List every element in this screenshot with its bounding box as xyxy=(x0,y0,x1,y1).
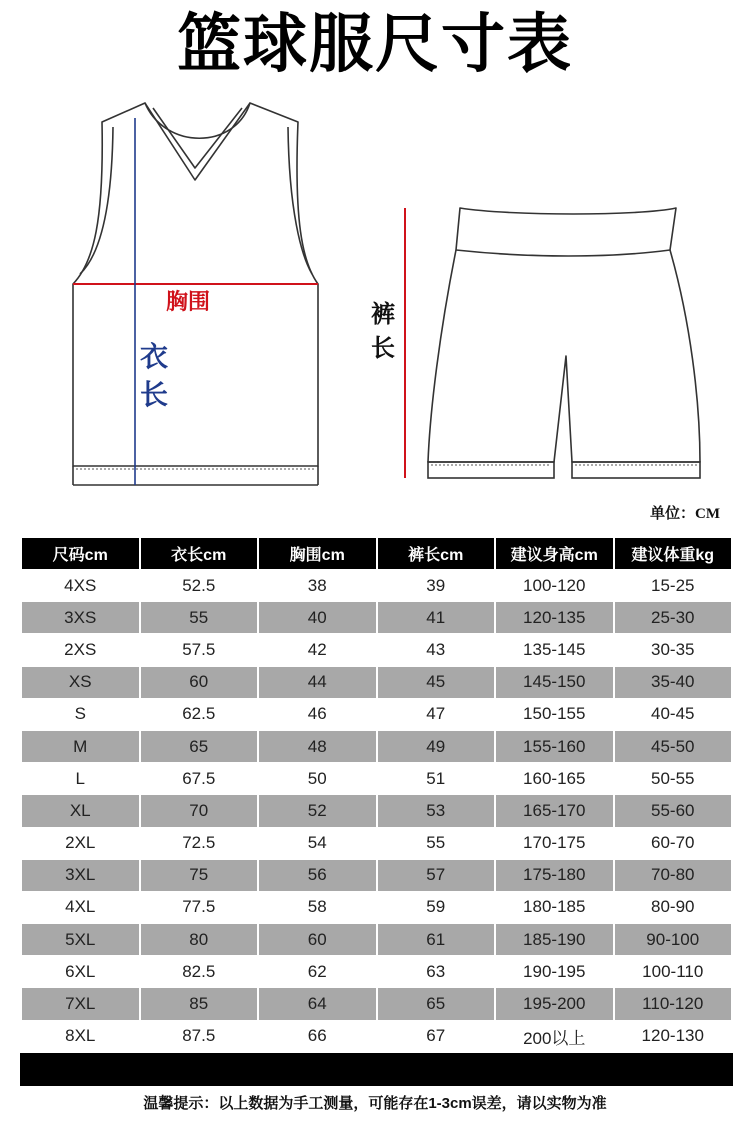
cell-chest: 38 xyxy=(307,575,327,595)
header-chest: 胸围cm xyxy=(259,538,376,569)
cell-height: 120-135 xyxy=(496,602,613,633)
cell-length: 60 xyxy=(141,667,258,698)
header-weight: 建议体重kg xyxy=(615,538,732,569)
cell-pants: 43 xyxy=(426,639,446,659)
cell-length: 67.5 xyxy=(182,768,216,788)
cell-size: 2XL xyxy=(65,833,96,853)
cell-height: 180-185 xyxy=(523,897,586,917)
table-row xyxy=(22,1021,731,1052)
unit-label: 单位：CM xyxy=(650,506,720,522)
cell-length: 77.5 xyxy=(182,897,216,917)
cell-length: 75 xyxy=(141,860,258,891)
pants-length-char: 裤 xyxy=(371,301,395,328)
cell-length: 72.5 xyxy=(182,833,216,853)
cell-pants: 61 xyxy=(378,924,495,955)
cell-length: 87.5 xyxy=(182,1026,216,1046)
cell-height: 190-195 xyxy=(523,961,586,981)
cell-weight: 120-130 xyxy=(641,1026,704,1046)
cell-size: 3XS xyxy=(22,602,139,633)
header-size: 尺码cm xyxy=(22,538,139,569)
cell-pants: 67 xyxy=(426,1026,446,1046)
footer-bar xyxy=(20,1053,733,1086)
cell-size: 3XL xyxy=(22,860,139,891)
cell-pants: 41 xyxy=(378,602,495,633)
cell-height: 135-145 xyxy=(523,639,586,659)
cell-chest: 64 xyxy=(259,988,376,1019)
cell-length: 62.5 xyxy=(182,704,216,724)
cell-size: L xyxy=(75,768,85,788)
cell-chest: 52 xyxy=(259,795,376,826)
jersey-length-label xyxy=(137,338,171,414)
cell-pants: 63 xyxy=(426,961,446,981)
page-title: 篮球服尺寸表 xyxy=(177,8,573,80)
table-row xyxy=(22,956,731,987)
cell-length: 82.5 xyxy=(182,961,216,981)
size-table xyxy=(20,537,733,1053)
cell-weight: 30-35 xyxy=(651,639,695,659)
chest-label: 胸围 xyxy=(166,289,211,314)
header-length: 衣长cm xyxy=(141,538,258,569)
cell-chest: 44 xyxy=(259,667,376,698)
header-height: 建议身高cm xyxy=(496,538,613,569)
cell-chest: 54 xyxy=(307,833,327,853)
cell-pants: 57 xyxy=(378,860,495,891)
cell-height: 150-155 xyxy=(523,704,586,724)
cell-chest: 42 xyxy=(307,639,327,659)
cell-weight: 70-80 xyxy=(615,860,732,891)
cell-length: 52.5 xyxy=(182,575,216,595)
garment-diagram xyxy=(0,0,750,500)
table-header-row xyxy=(22,538,731,569)
jersey-length-char: 衣 xyxy=(139,341,168,372)
cell-pants: 53 xyxy=(378,795,495,826)
cell-weight: 55-60 xyxy=(615,795,732,826)
cell-size: S xyxy=(74,704,86,724)
table-row xyxy=(22,634,731,665)
cell-height: 155-160 xyxy=(496,731,613,762)
table-row xyxy=(22,699,731,730)
cell-pants: 49 xyxy=(378,731,495,762)
cell-height: 195-200 xyxy=(496,988,613,1019)
cell-size: XS xyxy=(22,667,139,698)
cell-weight: 40-45 xyxy=(651,704,695,724)
cell-size: 7XL xyxy=(22,988,139,1019)
shorts-outline xyxy=(428,208,700,462)
cell-chest: 66 xyxy=(307,1026,327,1046)
pants-length-char: 长 xyxy=(371,335,395,362)
table-row xyxy=(22,667,731,698)
cell-chest: 48 xyxy=(259,731,376,762)
cell-pants: 65 xyxy=(378,988,495,1019)
cell-weight: 80-90 xyxy=(651,897,695,917)
table-row xyxy=(22,731,731,762)
table-row xyxy=(22,924,731,955)
pants-length-label xyxy=(366,298,400,366)
footer-note: 温馨提示：以上数据为手工测量，可能存在1-3cm误差，请以实物为准 xyxy=(143,1095,607,1112)
cell-length: 57.5 xyxy=(182,639,216,659)
cell-chest: 58 xyxy=(307,897,327,917)
table-row xyxy=(22,795,731,826)
cell-length: 85 xyxy=(141,988,258,1019)
table-row xyxy=(22,860,731,891)
table-row xyxy=(22,828,731,859)
cell-weight: 45-50 xyxy=(615,731,732,762)
cell-length: 80 xyxy=(141,924,258,955)
table-row xyxy=(22,892,731,923)
cell-weight: 100-110 xyxy=(642,961,704,981)
cell-size: 8XL xyxy=(65,1026,96,1046)
cell-chest: 46 xyxy=(307,704,327,724)
cell-pants: 51 xyxy=(426,768,446,788)
cell-pants: 45 xyxy=(378,667,495,698)
cell-chest: 50 xyxy=(307,768,327,788)
cell-size: XL xyxy=(22,795,139,826)
cell-weight: 25-30 xyxy=(615,602,732,633)
cell-size: 2XS xyxy=(64,639,97,659)
header-pants: 裤长cm xyxy=(378,538,495,569)
cell-height: 145-150 xyxy=(496,667,613,698)
cell-weight: 60-70 xyxy=(651,833,695,853)
cell-weight: 110-120 xyxy=(615,988,732,1019)
cell-pants: 47 xyxy=(426,704,446,724)
cell-length: 55 xyxy=(141,602,258,633)
cell-height: 185-190 xyxy=(496,924,613,955)
cell-height: 200以上 xyxy=(523,1028,586,1048)
cell-height: 100-120 xyxy=(523,575,586,595)
table-row xyxy=(22,763,731,794)
cell-size: 6XL xyxy=(65,961,96,981)
table-row xyxy=(22,988,731,1019)
table-row xyxy=(22,570,731,601)
cell-size: 5XL xyxy=(22,924,139,955)
cell-pants: 59 xyxy=(426,897,446,917)
cell-length: 70 xyxy=(141,795,258,826)
cell-chest: 40 xyxy=(259,602,376,633)
table-row xyxy=(22,602,731,633)
cell-height: 175-180 xyxy=(496,860,613,891)
cell-pants: 55 xyxy=(426,833,446,853)
table-body xyxy=(22,570,731,1052)
cell-size: 4XL xyxy=(65,897,96,917)
cell-pants: 39 xyxy=(426,575,446,595)
jersey-length-char: 长 xyxy=(139,379,168,410)
cell-height: 165-170 xyxy=(496,795,613,826)
cell-chest: 56 xyxy=(259,860,376,891)
cell-weight: 90-100 xyxy=(615,924,732,955)
cell-weight: 15-25 xyxy=(651,575,695,595)
cell-chest: 62 xyxy=(307,961,327,981)
cell-height: 160-165 xyxy=(523,768,586,788)
cell-weight: 35-40 xyxy=(615,667,732,698)
cell-weight: 50-55 xyxy=(651,768,695,788)
cell-size: M xyxy=(22,731,139,762)
cell-height: 170-175 xyxy=(523,833,586,853)
cell-size: 4XS xyxy=(64,575,97,595)
cell-chest: 60 xyxy=(259,924,376,955)
cell-length: 65 xyxy=(141,731,258,762)
